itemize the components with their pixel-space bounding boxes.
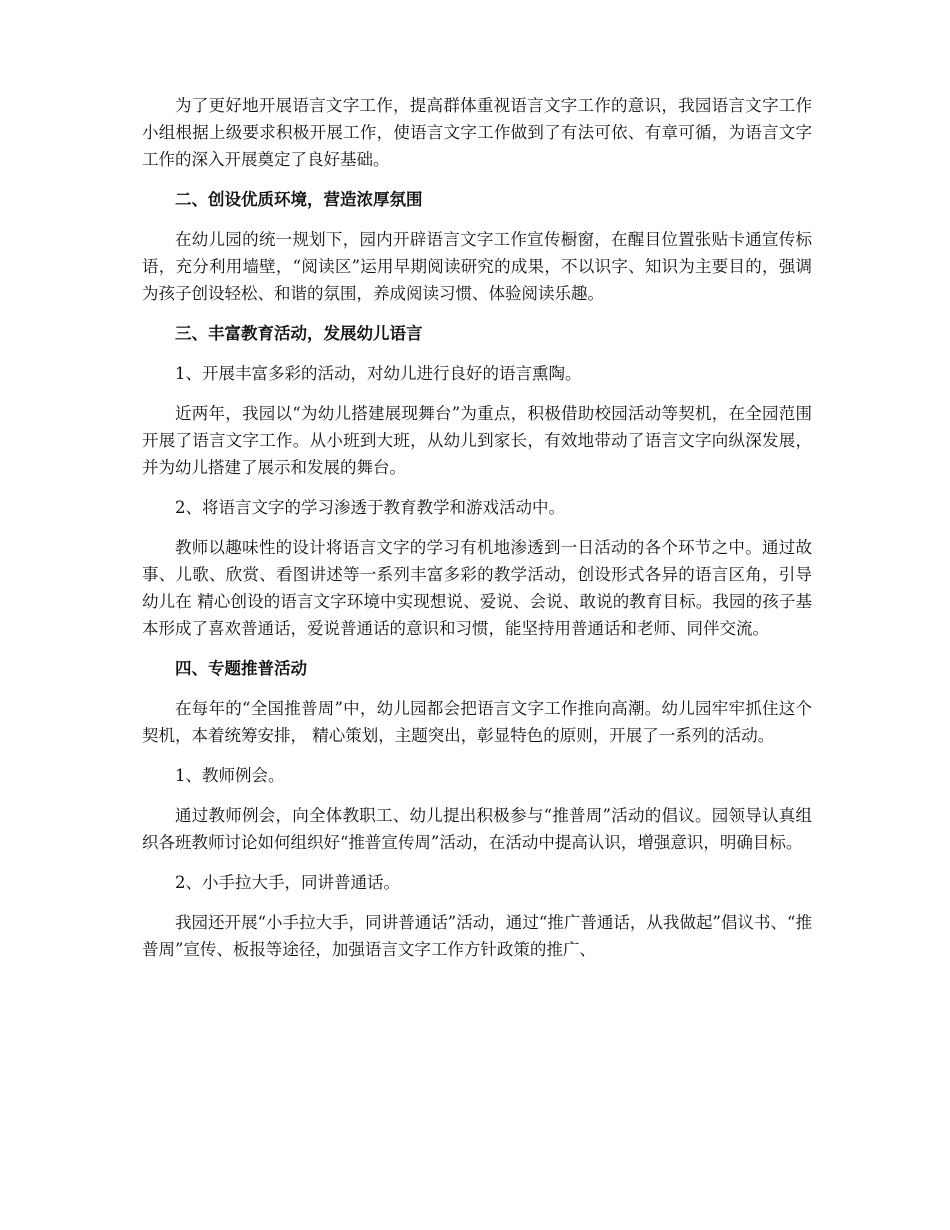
intro-paragraph: 为了更好地开展语言文字工作，提高群体重视语言文字工作的意识，我园语言文字工作小组根据上级要求积极开展工作，使语言文字工作做到了有法可依、有章可循，为语言文字工作的深入开展奠定了良好基础。: [142, 96, 812, 169]
environment-paragraph: 在幼儿园的统一规划下，园内开辟语言文字工作宣传橱窗，在醒目位置张贴卡通宣传标语，充分利用墙壁，“阅读区”运用早期阅读研究的成果，不以识字、知识为主要目的，强调为孩子创设轻松、和谐的氛围，养成阅读习惯、体验阅读乐趣。: [142, 230, 812, 303]
subitem-teaching: 2、将语言文字的学习渗透于教育教学和游戏活动中。: [175, 498, 565, 517]
teaching-paragraph: 教师以趣味性的设计将语言文字的学习有机地渗透到一日活动的各个环节之中。通过故事、儿歌、欣赏、看图讲述等一系列丰富多彩的教学活动，创设形式各异的语言区角，引导幼儿在 精心创设的语言文字环境中实现想说、爱说、会说、敢说的教育目标。我园的孩子基本形成了喜欢普通话，爱说普通话的意识和习惯，能坚持用普通话和老师、同伴交流。: [142, 538, 812, 638]
promotion-week-paragraph: 在每年的“全国推普周”中，幼儿园都会把语言文字工作推向高潮。幼儿园牢牢抓住这个契机，本着统筹安排， 精心策划，主题突出，彰显特色的原则，开展了一系列的活动。: [142, 699, 812, 745]
teacher-meeting-paragraph: 通过教师例会，向全体教职工、幼儿提出积极参与“推普周”活动的倡议。园领导认真组织各班教师讨论如何组织好“推普宣传周”活动，在活动中提高认识，增强意识，明确目标。: [142, 806, 812, 852]
document-page: [142, 92, 812, 976]
section-heading-4: 四、专题推普活动: [175, 659, 307, 678]
section-heading-2: 二、创设优质环境，营造浓厚氛围: [175, 190, 423, 209]
activities-paragraph: 近两年，我园以“为幼儿搭建展现舞台”为重点，积极借助校园活动等契机，在全园范围开展了语言文字工作。从小班到大班，从幼儿到家长，有效地带动了语言文字向纵深发展，并为幼儿搭建了展示和发展的舞台。: [142, 404, 812, 477]
subitem-hand-in-hand: 2、小手拉大手，同讲普通话。: [175, 873, 400, 892]
subitem-teacher-meeting: 1、教师例会。: [175, 766, 285, 785]
subitem-activities: 1、开展丰富多彩的活动，对幼儿进行良好的语言熏陶。: [175, 364, 582, 383]
hand-in-hand-paragraph: 我园还开展“小手拉大手，同讲普通话”活动，通过“推广普通话，从我做起”倡议书、“推普周”宣传、板报等途径，加强语言文字工作方针政策的推广、: [142, 913, 812, 959]
section-heading-3: 三、丰富教育活动，发展幼儿语言: [175, 324, 423, 343]
